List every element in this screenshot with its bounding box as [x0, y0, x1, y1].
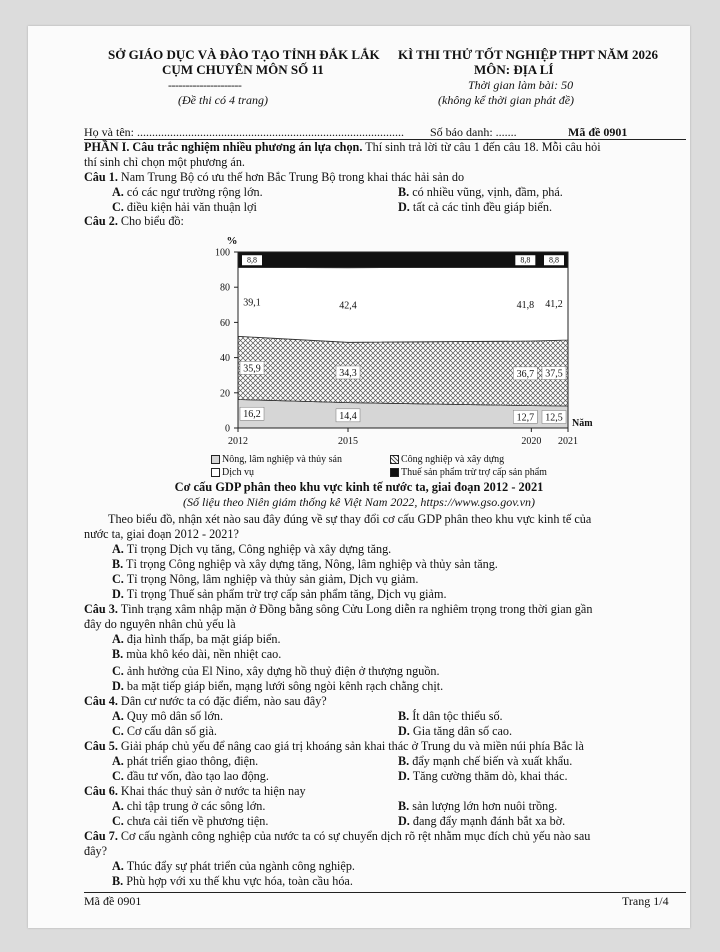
data-label-s4-2021: 8,8 — [549, 255, 559, 265]
question-7 — [84, 829, 590, 844]
q4-label: Câu 4. — [84, 694, 118, 708]
data-label-s4-2012: 8,8 — [247, 255, 257, 265]
legend-item-agriculture: Nông, lâm nghiệp và thủy sản — [211, 454, 342, 465]
q5-option-a[interactable]: A. phát triển giao thông, điện. — [112, 754, 259, 768]
y-tick-label: 80 — [220, 282, 230, 294]
q2-option-a[interactable]: A. Tỉ trọng Dịch vụ tăng, Công nghiệp và xây dựng tăng. — [112, 542, 392, 556]
q1-option-a[interactable]: A. có các ngư trường rộng lớn. — [112, 185, 263, 199]
x-tick-label: 2015 — [338, 436, 358, 447]
q4-option-d[interactable]: D. Gia tăng dân số cao. — [398, 724, 513, 738]
department-name: SỞ GIÁO DỤC VÀ ĐÀO TẠO TỈNH ĐẮK LẮK — [108, 47, 380, 62]
chart-source: (Số liệu theo Niên giám thống kê Việt Nam 2022, https://www.gso.gov.vn) — [183, 495, 535, 509]
y-tick-label: 40 — [220, 353, 230, 365]
question-5 — [84, 739, 584, 754]
question-2 — [84, 214, 184, 229]
data-label-s2-2012: 35,9 — [243, 363, 261, 375]
q2-stem: Theo biểu đồ, nhận xét nào sau đây đúng về sự thay đổi cơ cấu GDP phân theo khu vực kinh tế của — [108, 512, 592, 526]
data-label-s2-2015: 34,3 — [339, 367, 357, 379]
q2-text: Cho biểu đồ: — [117, 214, 184, 228]
q3-text: Tình trạng xâm nhập mặn ở Đồng bằng sông Cửu Long diễn ra nghiêm trọng trong thời gian gần — [117, 602, 593, 616]
y-tick-label: 20 — [220, 388, 230, 400]
data-label-s1-2012: 16,2 — [243, 409, 261, 421]
q7-label: Câu 7. — [84, 829, 118, 843]
header-divider: --------------------- — [168, 78, 242, 92]
exam-code: Mã đề 0901 — [568, 125, 628, 139]
footer-page-number: Trang 1/4 — [622, 894, 669, 908]
subject-title: MÔN: ĐỊA LÍ — [474, 62, 554, 77]
q2-label: Câu 2. — [84, 214, 118, 228]
candidate-number-field: Số báo danh: ....... — [430, 125, 517, 139]
question-6 — [84, 784, 306, 799]
legend-swatch — [211, 455, 220, 464]
data-label-s3-2021: 41,2 — [545, 299, 563, 311]
q3-option-a[interactable]: A. địa hình thấp, ba mặt giáp biển. — [112, 632, 281, 646]
q1-label: Câu 1. — [84, 170, 118, 184]
exam-page — [28, 26, 690, 928]
q4-option-c[interactable]: C. Cơ cấu dân số già. — [112, 724, 217, 738]
legend-swatch — [390, 455, 399, 464]
q3-option-d[interactable]: D. ba mặt tiếp giáp biển, mạng lưới sông ngòi kênh rạch chằng chịt. — [112, 679, 444, 693]
legend-item-industry: Công nghiệp và xây dựng — [390, 454, 504, 465]
q3-text-cont: đây do nguyên nhân chủ yếu là — [84, 617, 236, 631]
q7-text: Cơ cấu ngành công nghiệp của nước ta có sự chuyển dịch rõ rệt nhằm mục đích chủ yếu nào sau — [117, 829, 591, 843]
q6-option-a[interactable]: A. chỉ tập trung ở các sông lớn. — [112, 799, 266, 813]
q2-option-d[interactable]: D. Tỉ trọng Thuế sản phẩm trừ trợ cấp sản phẩm tăng, Dịch vụ giảm. — [112, 587, 447, 601]
q7-option-a[interactable]: A. Thúc đẩy sự phát triển của ngành công nghiệp. — [112, 859, 355, 873]
q2-option-b[interactable]: B. Tỉ trọng Công nghiệp và xây dựng tăng, Nông, lâm nghiệp và thủy sản tăng. — [112, 557, 498, 571]
y-tick-label: 0 — [225, 423, 230, 435]
part1-instruction: Thí sinh trả lời từ câu 1 đến câu 18. Mỗi câu hỏi — [362, 140, 601, 154]
data-label-s4-2020: 8,8 — [520, 255, 531, 265]
page-count-note: (Đề thi có 4 trang) — [178, 93, 268, 107]
time-note: (không kể thời gian phát đề) — [438, 93, 575, 107]
q3-option-b[interactable]: B. mùa khô kéo dài, nền nhiệt cao. — [112, 647, 282, 661]
exam-title: KÌ THI THỬ TỐT NGHIỆP THPT NĂM 2026 — [398, 47, 658, 62]
y-tick-label: 60 — [220, 317, 230, 329]
q5-option-d[interactable]: D. Tăng cường thăm dò, khai thác. — [398, 769, 568, 783]
q1-text: Nam Trung Bộ có ưu thế hơn Bắc Trung Bộ trong khai thác hải sản do — [117, 170, 465, 184]
x-tick-label: 2012 — [228, 436, 248, 447]
q7-option-b[interactable]: B. Phù hợp với xu thế khu vực hóa, toàn cầu hóa. — [112, 874, 353, 888]
part1-instruction-cont: thí sinh chỉ chọn một phương án. — [84, 155, 245, 169]
q7-text-cont: đây? — [84, 844, 108, 858]
q3-option-c[interactable]: C. ảnh hưởng của El Nino, xây dựng hồ thuỷ điện ở thượng nguồn. — [112, 664, 440, 678]
question-4 — [84, 694, 327, 709]
q1-option-c[interactable]: C. điều kiện hải văn thuận lợi — [112, 200, 257, 214]
q5-label: Câu 5. — [84, 739, 118, 753]
y-axis-label: % — [226, 235, 238, 247]
time-limit: Thời gian làm bài: 50 — [468, 78, 574, 92]
data-label-s1-2020: 12,7 — [516, 412, 535, 424]
data-label-s3-2020: 41,8 — [516, 299, 535, 311]
footer-exam-code: Mã đề 0901 — [84, 894, 142, 908]
q4-option-b[interactable]: B. Ít dân tộc thiểu số. — [398, 709, 503, 723]
footer-divider — [84, 892, 686, 893]
q2-option-c[interactable]: C. Tỉ trọng Nông, lâm nghiệp và thủy sản giảm, Dịch vụ giảm. — [112, 572, 419, 586]
q6-label: Câu 6. — [84, 784, 118, 798]
q4-text: Dân cư nước ta có đặc điểm, nào sau đây? — [117, 694, 327, 708]
legend-item-services: Dịch vụ — [211, 467, 254, 478]
legend-swatch — [390, 468, 399, 477]
q6-text: Khai thác thuỷ sản ở nước ta hiện nay — [117, 784, 306, 798]
cluster-name: CỤM CHUYÊN MÔN SỐ 11 — [162, 62, 324, 77]
y-tick-label: 100 — [215, 247, 230, 259]
data-label-s2-2021: 37,5 — [545, 368, 563, 380]
part1-heading — [84, 140, 601, 155]
x-tick-label: 2020 — [521, 436, 542, 447]
gdp-structure-chart — [168, 228, 608, 490]
q3-label: Câu 3. — [84, 602, 118, 616]
data-label-s1-2021: 12,5 — [545, 412, 563, 424]
q5-text: Giải pháp chủ yếu để nâng cao giá trị khoáng sản khai thác ở Trung du và miền núi phía Bắc là — [117, 739, 584, 753]
question-3 — [84, 602, 592, 617]
part1-title: PHẦN I. Câu trắc nghiệm nhiều phương án lựa chọn. — [84, 140, 363, 154]
question-1 — [84, 170, 464, 185]
student-name-field: Họ và tên: ......................................................................................... — [84, 125, 404, 139]
q6-option-c[interactable]: C. chưa cải tiến về phương tiện. — [112, 814, 269, 828]
q6-option-d[interactable]: D. đang đẩy mạnh đánh bắt xa bờ. — [398, 814, 566, 828]
data-label-s1-2015: 14,4 — [339, 410, 357, 422]
legend-swatch — [211, 468, 220, 477]
x-tick-label: 2021 — [558, 436, 578, 447]
data-label-s2-2020: 36,7 — [516, 368, 535, 380]
q2-stem-cont: nước ta, giai đoạn 2012 - 2021? — [84, 527, 239, 541]
x-axis-label: Năm — [572, 418, 593, 429]
legend-item-taxes: Thuế sản phẩm trừ trợ cấp sản phẩm — [390, 467, 547, 478]
data-label-s3-2015: 42,4 — [339, 300, 357, 312]
q4-option-a[interactable]: A. Quy mô dân số lớn. — [112, 709, 224, 723]
q5-option-b[interactable]: B. đẩy mạnh chế biến và xuất khẩu. — [398, 754, 573, 768]
q6-option-b[interactable]: B. sản lượng lớn hơn nuôi trồng. — [398, 799, 558, 813]
q1-option-b[interactable]: B. có nhiều vũng, vịnh, đầm, phá. — [398, 185, 563, 199]
q5-option-c[interactable]: C. đầu tư vốn, đào tạo lao động. — [112, 769, 269, 783]
q1-option-d[interactable]: D. tất cả các tỉnh đều giáp biển. — [398, 200, 552, 214]
chart-title: Cơ cấu GDP phân theo khu vực kinh tế nước ta, giai đoạn 2012 - 2021 — [174, 480, 544, 494]
data-label-s3-2012: 39,1 — [243, 297, 261, 309]
